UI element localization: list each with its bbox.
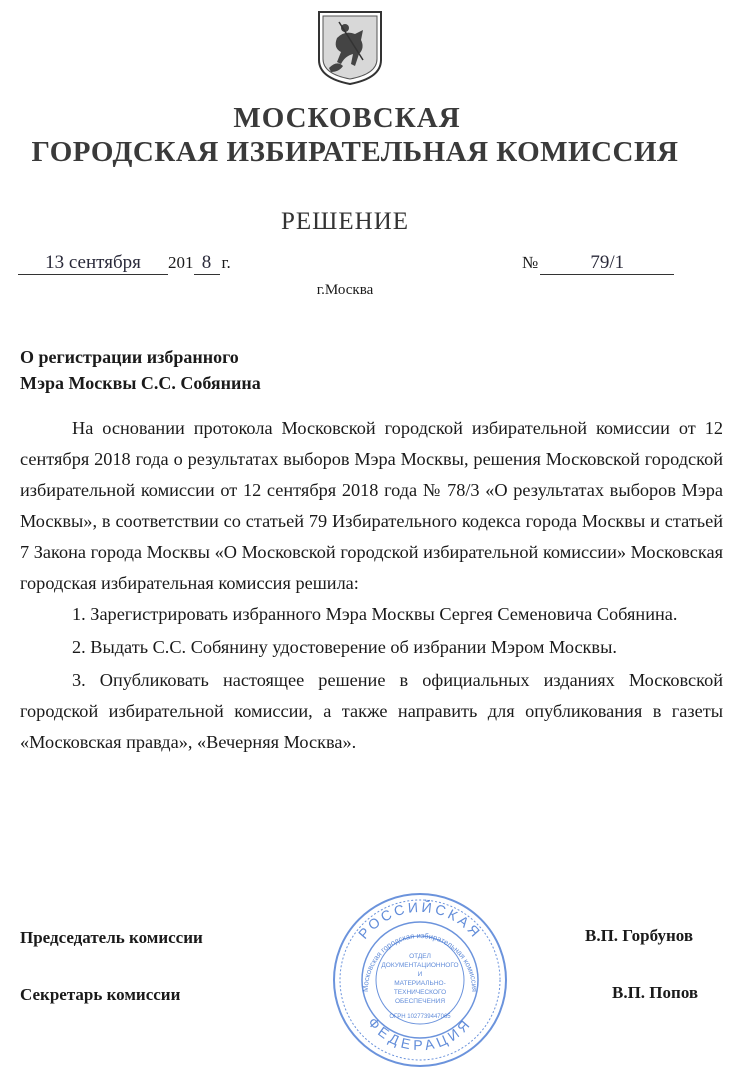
resolution-item-2: 2. Выдать С.С. Собянину удостоверение об избрании Мэром Москвы. [72,637,617,657]
stamp-bottom-text: ФЕДЕРАЦИЯ [364,1014,476,1054]
stamp-top-text: РОССИЙСКАЯ [354,898,486,942]
decision-subject [20,344,261,396]
official-seal-stamp [330,890,510,1070]
decision-date [18,252,231,275]
number-label: № [522,253,539,272]
decision-body [20,413,723,758]
organization-line-1: МОСКОВСКАЯ [233,102,461,134]
date-year-suffix: 8 [194,252,220,275]
chair-title: Председатель комиссии [20,928,203,947]
stamp-center-line-4: МАТЕРИАЛЬНО- [394,980,446,987]
date-day-month: 13 сентября [18,252,168,275]
organization-line-2: ГОРОДСКАЯ ИЗБИРАТЕЛЬНАЯ КОМИССИЯ [31,136,679,168]
resolution-item-1: 1. Зарегистрировать избранного Мэра Москвы Сергея Семеновича Собянина. [72,604,678,624]
document-type: РЕШЕНИЕ [280,208,410,235]
number-value: 79/1 [540,252,674,275]
stamp-center-line-3: И [417,971,423,978]
decision-number [522,252,674,275]
stamp-ogrn: ОГРН 1027739447065 [389,1014,451,1020]
date-year-prefix: 201 [168,253,194,272]
secretary-title: Секретарь комиссии [20,985,181,1004]
secretary-name: В.П. Попов [612,983,699,1002]
subject-line-1: О регистрации избранного [20,347,239,367]
resolution-item-3: 3. Опубликовать настоящее решение в официальных изданиях Московской городской избирательной комиссии, а также направить для опубликования в газеты «Московская правда», «Вечерняя Москва». [20,670,723,752]
stamp-center-line-6: ОБЕСПЕЧЕНИЯ [394,998,446,1005]
city: г.Москва [316,282,374,298]
date-year-unit: г. [221,253,231,272]
stamp-ring-text: Московская городская избирательная комиссия [360,930,480,993]
moscow-coat-of-arms-icon [315,8,385,86]
stamp-center-line-1: ОТДЕЛ [409,953,431,960]
chair-name: В.П. Горбунов [585,926,693,945]
preamble-paragraph: На основании протокола Московской городской избирательной комиссии от 12 сентября 2018 года о результатах выборов Мэра Москвы, решения Московской городской избирательной комиссии от 12 сентября 2018 года № 78/3 «О результатах выборов Мэра Москвы», в соответствии со статьей 79 Избирательного кодекса города Москвы и статьей 7 Закона города Москвы «О Московской городской избирательной комиссии» Московская городская избирательная комиссия решила: [20,418,723,593]
subject-line-2: Мэра Москвы С.С. Собянина [20,373,261,393]
stamp-center-line-2: ДОКУМЕНТАЦИОННОГО [381,962,459,969]
stamp-center-line-5: ТЕХНИЧЕСКОГО [393,989,447,996]
